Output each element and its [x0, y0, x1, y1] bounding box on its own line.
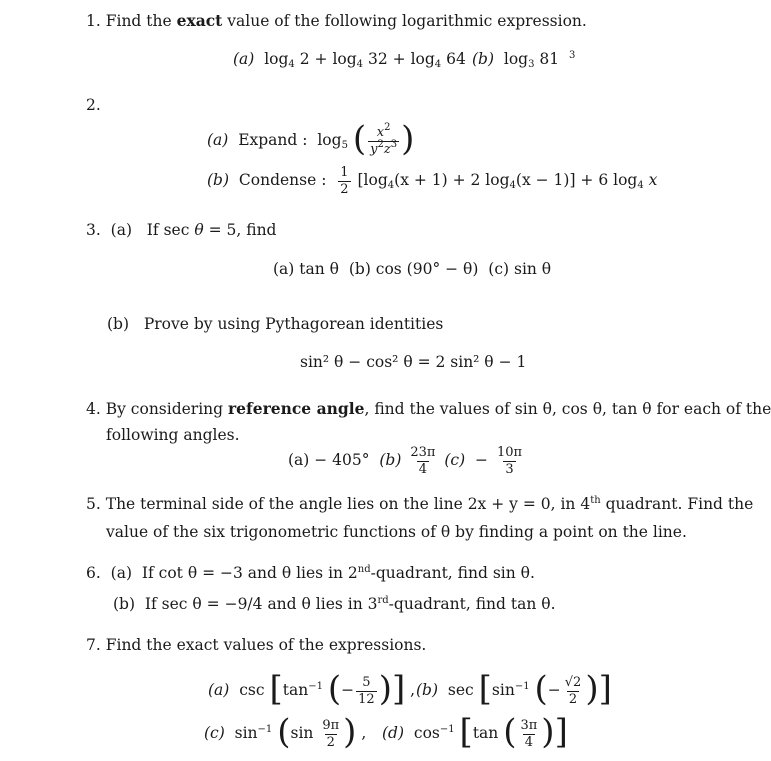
q1-text-bold: exact — [176, 11, 223, 30]
q1-line — [86, 13, 587, 30]
q6-part-a: 6. (a) If cot θ = −3 and θ lies in 2nd-quadrant, find sin θ. — [86, 564, 535, 582]
q1-part-a: (a) $\log_4 2 + \log_4 32 + \log_4 64$ — [233, 50, 466, 70]
q6-part-b: (b) If sec θ = −9/4 and θ lies in 3rd-quadrant, find tan θ. — [113, 595, 556, 613]
q5-line1: 5. The terminal side of the angle lies on the line 2x + y = 0, in 4th quadrant. Find the — [86, 495, 754, 513]
q7-part-c: (c) $\sin^{-1} (\sin$ $\frac{9\pi}{2}$ ) , — [204, 712, 367, 752]
q3-part-a-line: 3. (a) If sec θ = 5, find — [86, 221, 277, 239]
q3-part-b-line: (b) Prove by using Pythagorean identities — [107, 315, 444, 333]
q7-c-fraction: $\frac{9\pi}{2}$ — [322, 717, 340, 750]
q4-c-fraction: $\frac{10\pi}{3}$ — [496, 445, 523, 477]
q1-text-pre: Find the — [105, 12, 177, 30]
q2-b-fraction: $\frac{1}{2}$ — [340, 165, 349, 197]
q7-b-fraction: $\frac{√2}{2}$ — [564, 674, 582, 707]
q7-a-fraction: $\frac{5}{12}$ — [358, 674, 375, 707]
q7-line: 7. Find the exact values of the expressions. — [86, 636, 427, 654]
q4-line1: 4. By considering reference angle, find the values of sin θ, cos θ, tan θ for each of the — [86, 399, 771, 418]
q2-a-fraction: $\frac{x^2}{y^2z^3}$ — [370, 121, 398, 157]
q2-number: 2. — [86, 96, 101, 114]
q7-d-fraction: $\frac{3\pi}{4}$ — [520, 717, 538, 750]
q7-part-a: (a) $\csc [\tan^{-1}$ (− $\frac{5}{12}$ )] , — [208, 669, 416, 709]
q7-part-d: (d) $\cos^{-1} [\tan$ ( $\frac{3\pi}{4}$ )] — [382, 712, 568, 752]
q4-angles: (a) − 405° (b) $\frac{23\pi}{4}$ (c) − $\frac{10\pi}{3}$ — [288, 445, 523, 477]
q4-line2: following angles. — [106, 426, 240, 444]
q5-line2: value of the six trigonometric functions of θ by finding a point on the line. — [106, 523, 687, 541]
q1-number: 1. — [86, 12, 101, 30]
q3-subparts: (a) tan θ (b) cos (90° − θ) (c) sin θ — [273, 260, 552, 278]
q3-identity: sin² θ − cos² θ = 2 sin² θ − 1 — [300, 353, 527, 371]
q4-b-fraction: $\frac{23\pi}{4}$ — [410, 445, 436, 477]
q1-part-b: (b) $\log_3 81$ $^3$ — [472, 50, 576, 70]
q2-part-b: (b) Condense : $\frac{1}{2}$ [$\log_4(x + 1) + 2$ $\log_4(x - 1)] + 6$ $\log_4 x$ — [207, 165, 658, 197]
q7-part-b: (b) $\sec [\sin^{-1}$ (− $\frac{√2}{2}$ )] — [416, 669, 612, 709]
q1-text-post: value of the following logarithmic expression. — [222, 12, 587, 30]
q2-part-a: (a) Expand : $\log_5$ ( $\frac{x^2}{y^2z^3}$ ) — [207, 119, 415, 159]
